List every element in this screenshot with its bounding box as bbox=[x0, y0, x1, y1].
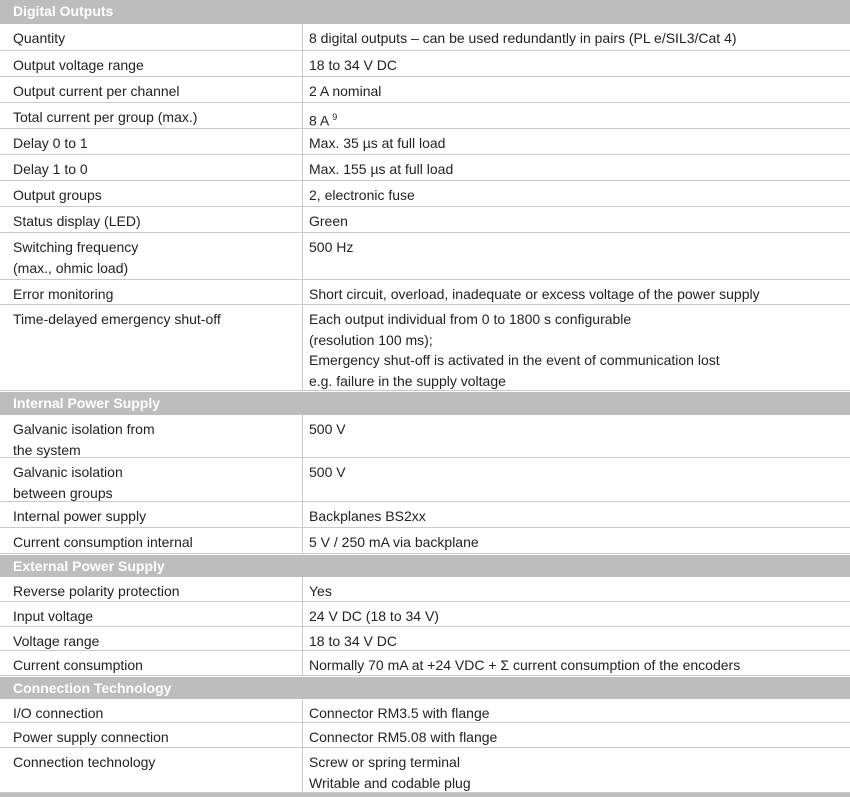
spec-label: Quantity bbox=[0, 24, 303, 50]
spec-label: Connection technology bbox=[0, 748, 303, 792]
spec-value-text: Each output individual from 0 to 1800 s configurable (resolution 100 ms); Emergency shut-off is activated in the event of communication lost e.g. failure in the supply voltage bbox=[309, 311, 720, 389]
spec-row bbox=[0, 577, 850, 602]
spec-row bbox=[0, 51, 850, 77]
spec-value bbox=[303, 77, 850, 102]
spec-value-text: Screw or spring terminal Writable and codable plug bbox=[309, 754, 471, 791]
section-header: Digital Outputs bbox=[0, 0, 850, 24]
spec-value bbox=[303, 280, 850, 304]
spec-row bbox=[0, 24, 850, 51]
spec-value-text: 500 Hz bbox=[309, 239, 354, 255]
spec-label: Power supply connection bbox=[0, 723, 303, 747]
spec-row bbox=[0, 233, 850, 280]
spec-value-text: 24 V DC (18 to 34 V) bbox=[309, 608, 439, 624]
spec-row bbox=[0, 458, 850, 502]
spec-value-text: Yes bbox=[309, 583, 332, 599]
table-bottom-border bbox=[0, 793, 850, 797]
section-header: External Power Supply bbox=[0, 555, 850, 577]
spec-row bbox=[0, 207, 850, 233]
spec-value bbox=[303, 233, 850, 279]
spec-value bbox=[303, 602, 850, 626]
spec-value bbox=[303, 577, 850, 601]
spec-row bbox=[0, 502, 850, 528]
spec-label: Reverse polarity protection bbox=[0, 577, 303, 601]
spec-label: Output voltage range bbox=[0, 51, 303, 76]
spec-value-text: Max. 155 µs at full load bbox=[309, 161, 454, 177]
spec-value-text: 8 digital outputs – can be used redundantly in pairs (PL e/SIL3/Cat 4) bbox=[309, 30, 737, 46]
spec-row bbox=[0, 280, 850, 305]
spec-value-text: Connector RM5.08 with flange bbox=[309, 729, 498, 745]
spec-row bbox=[0, 77, 850, 103]
spec-value-text: 500 V bbox=[309, 464, 346, 480]
spec-label: Current consumption bbox=[0, 651, 303, 675]
spec-row bbox=[0, 699, 850, 723]
spec-row bbox=[0, 723, 850, 748]
spec-label: Input voltage bbox=[0, 602, 303, 626]
spec-value bbox=[303, 207, 850, 232]
spec-value bbox=[303, 415, 850, 457]
spec-row bbox=[0, 415, 850, 458]
spec-value bbox=[303, 528, 850, 553]
spec-value-text: 2 A nominal bbox=[309, 83, 382, 99]
spec-value-text: Max. 35 µs at full load bbox=[309, 135, 446, 151]
spec-value-text: 2, electronic fuse bbox=[309, 187, 415, 203]
spec-value-text: 500 V bbox=[309, 421, 346, 437]
spec-value-text: Short circuit, overload, inadequate or excess voltage of the power supply bbox=[309, 286, 760, 302]
spec-value bbox=[303, 458, 850, 501]
spec-value-text: Green bbox=[309, 213, 348, 229]
spec-label: Status display (LED) bbox=[0, 207, 303, 232]
spec-row bbox=[0, 305, 850, 391]
spec-value bbox=[303, 699, 850, 722]
spec-value-text: Connector RM3.5 with flange bbox=[309, 705, 490, 721]
spec-label: Output current per channel bbox=[0, 77, 303, 102]
spec-row bbox=[0, 129, 850, 155]
section-header: Connection Technology bbox=[0, 677, 850, 699]
spec-label: Switching frequency (max., ohmic load) bbox=[0, 233, 303, 279]
spec-label: Total current per group (max.) bbox=[0, 103, 303, 128]
spec-label: I/O connection bbox=[0, 699, 303, 722]
spec-label: Delay 0 to 1 bbox=[0, 129, 303, 154]
spec-label: Error monitoring bbox=[0, 280, 303, 304]
spec-value bbox=[303, 103, 850, 128]
spec-value bbox=[303, 651, 850, 675]
spec-row bbox=[0, 627, 850, 651]
spec-value bbox=[303, 181, 850, 206]
spec-value-text: Backplanes BS2xx bbox=[309, 508, 426, 524]
spec-label: Output groups bbox=[0, 181, 303, 206]
spec-value bbox=[303, 51, 850, 76]
spec-row bbox=[0, 155, 850, 181]
spec-value-text: 5 V / 250 mA via backplane bbox=[309, 534, 479, 550]
spec-value bbox=[303, 723, 850, 747]
spec-value-text: 8 A bbox=[309, 112, 330, 129]
spec-value bbox=[303, 305, 850, 390]
spec-label: Voltage range bbox=[0, 627, 303, 650]
spec-value-text: 18 to 34 V DC bbox=[309, 633, 397, 649]
spec-value bbox=[303, 129, 850, 154]
spec-label: Time-delayed emergency shut-off bbox=[0, 305, 303, 390]
spec-value-text: Normally 70 mA at +24 VDC + Σ current consumption of the encoders bbox=[309, 657, 741, 673]
spec-label: Internal power supply bbox=[0, 502, 303, 527]
spec-row bbox=[0, 181, 850, 207]
spec-label: Galvanic isolation between groups bbox=[0, 458, 303, 501]
spec-label: Galvanic isolation from the system bbox=[0, 415, 303, 457]
spec-value bbox=[303, 748, 850, 792]
spec-value bbox=[303, 502, 850, 527]
spec-row bbox=[0, 748, 850, 793]
spec-value bbox=[303, 24, 850, 50]
spec-label: Delay 1 to 0 bbox=[0, 155, 303, 180]
spec-value bbox=[303, 155, 850, 180]
spec-row bbox=[0, 528, 850, 554]
spec-value bbox=[303, 627, 850, 650]
section-header: Internal Power Supply bbox=[0, 392, 850, 415]
spec-value-text: 18 to 34 V DC bbox=[309, 57, 397, 73]
spec-label: Current consumption internal bbox=[0, 528, 303, 553]
spec-row bbox=[0, 651, 850, 676]
spec-row bbox=[0, 103, 850, 129]
spec-row bbox=[0, 602, 850, 627]
footnote-marker: 9 bbox=[332, 112, 338, 122]
